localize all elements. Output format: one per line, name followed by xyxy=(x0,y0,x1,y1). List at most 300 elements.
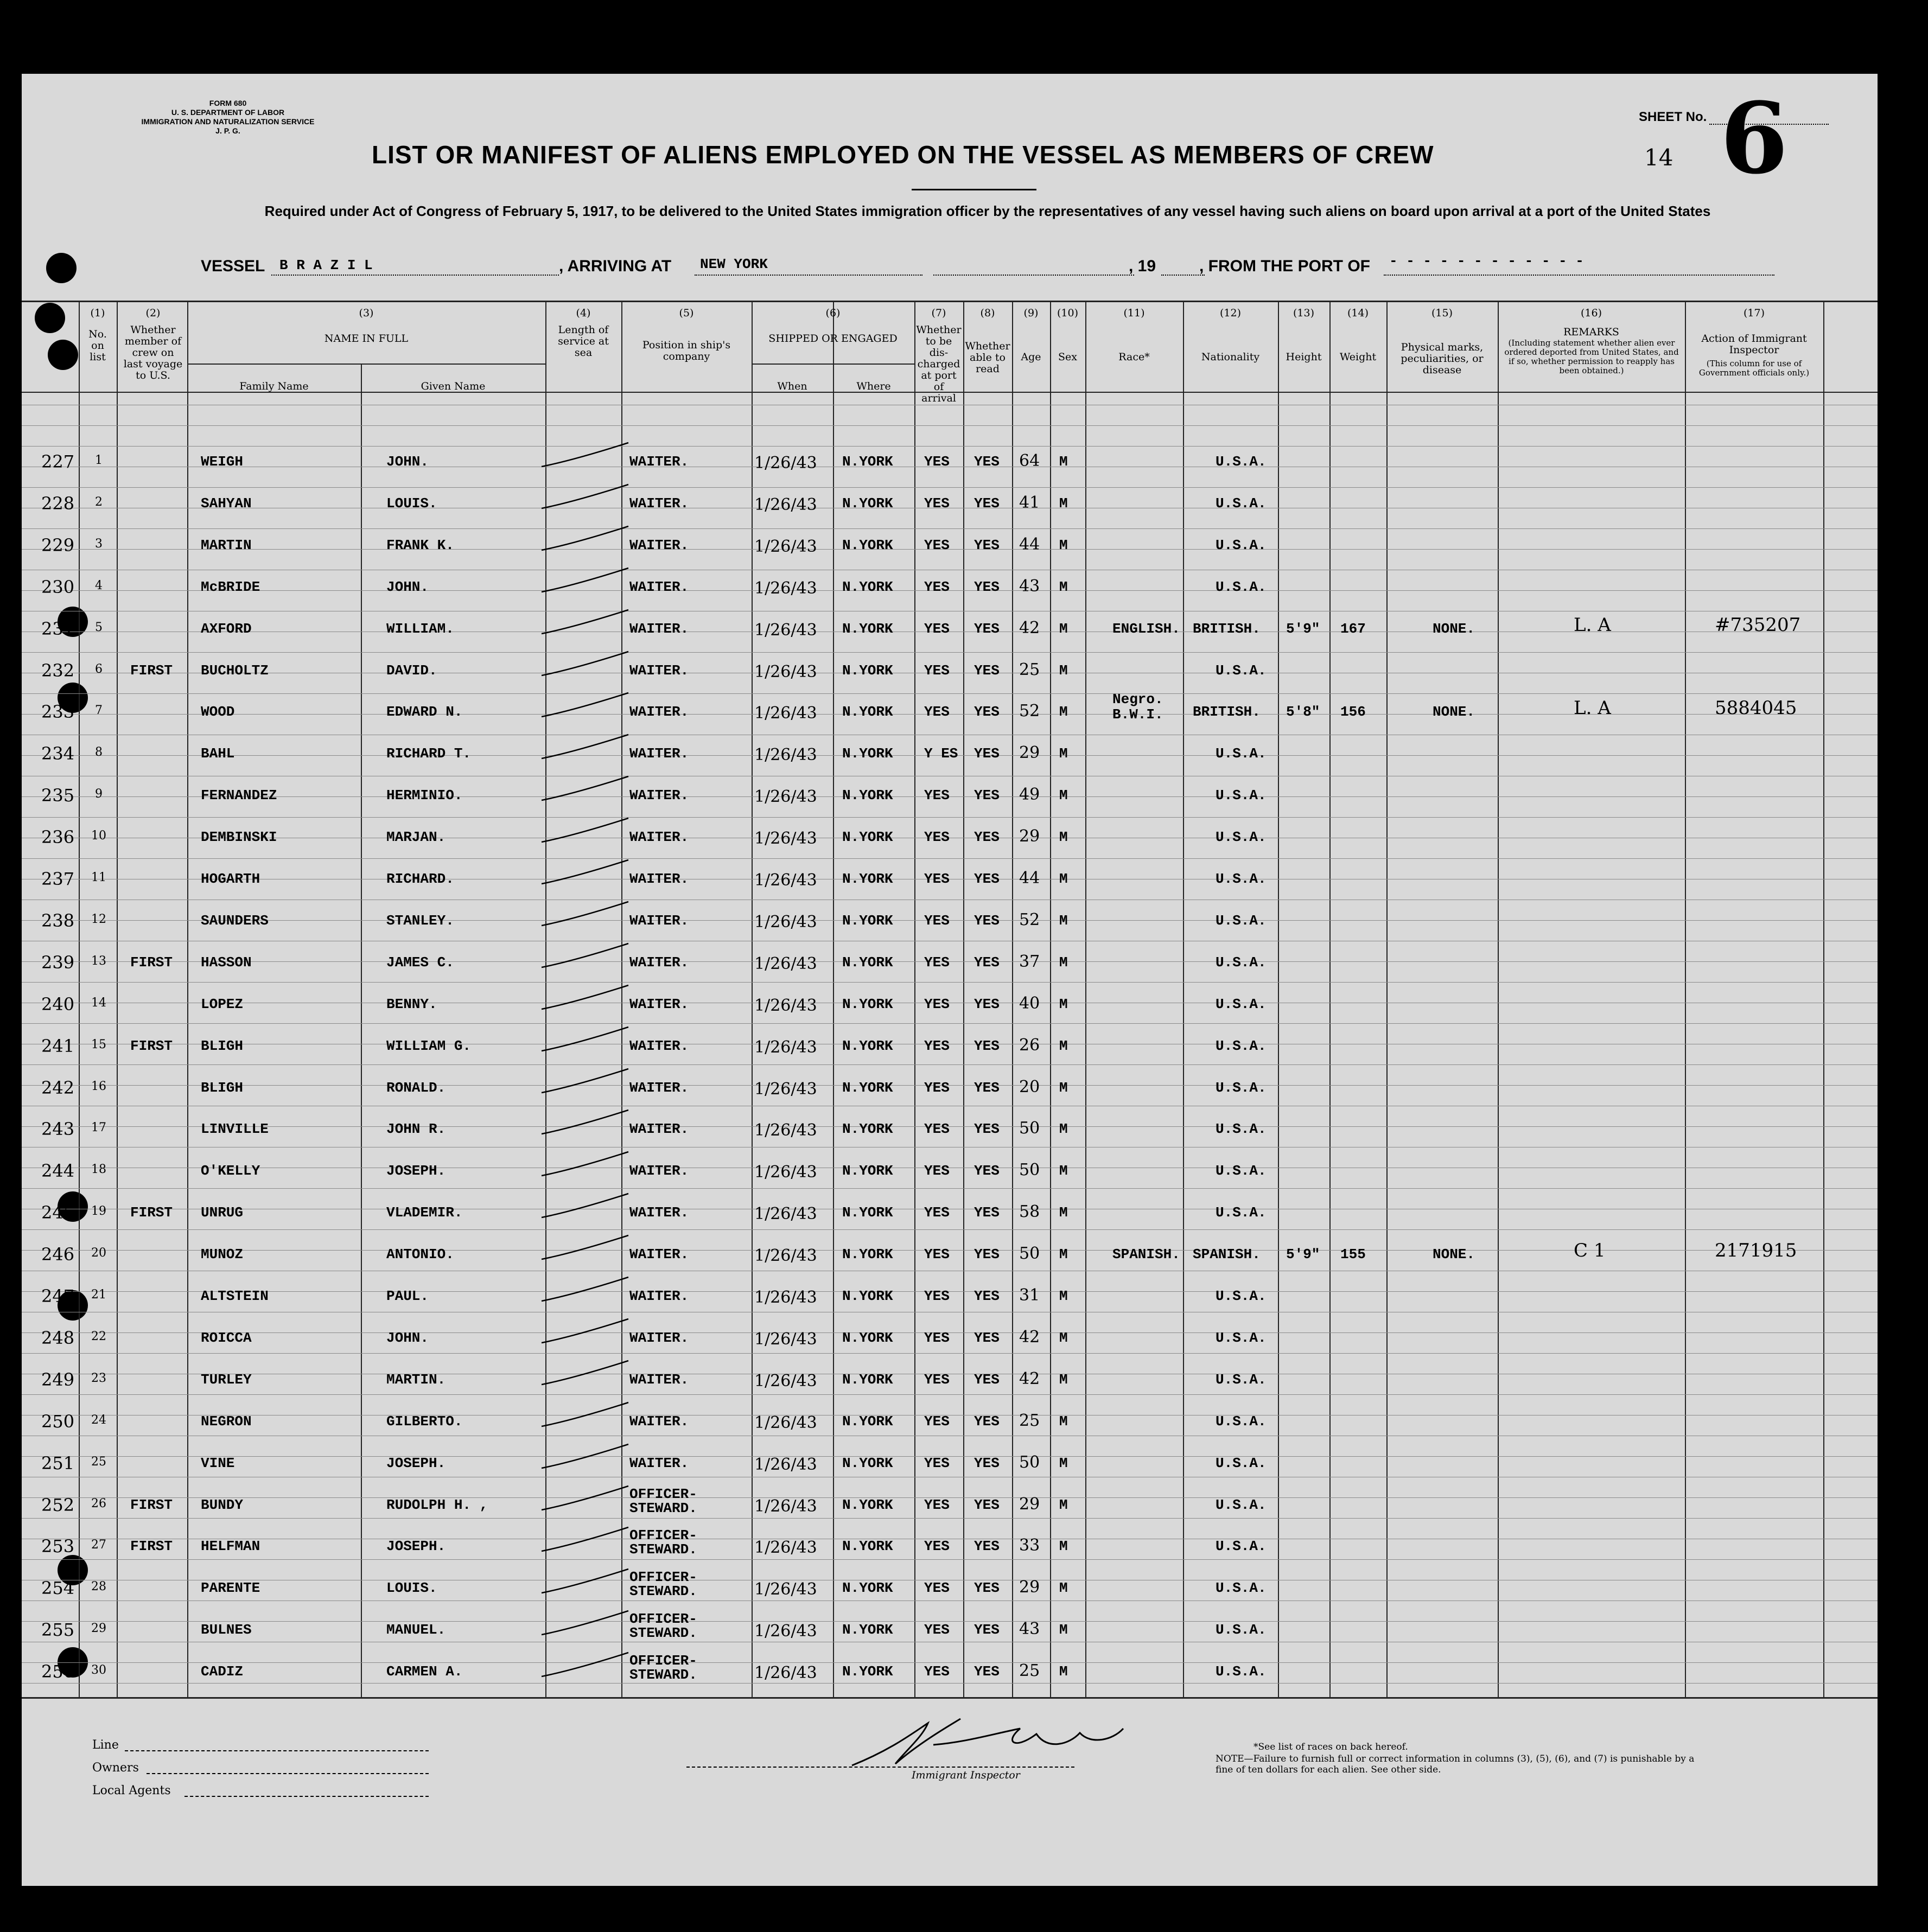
cell-given-name: WILLIAM. xyxy=(386,620,454,637)
row-number: 7 xyxy=(95,704,103,718)
cell-position: WAITER. xyxy=(629,578,689,595)
row-reference-number: 251 xyxy=(41,1452,75,1474)
cell-sex: M xyxy=(1059,1538,1068,1555)
cell-discharged: YES xyxy=(924,1329,950,1346)
colnum-11: (11) xyxy=(1123,307,1145,319)
cell-position: WAITER. xyxy=(629,704,689,720)
cell-physical: NONE. xyxy=(1433,1246,1475,1263)
cell-nationality: U.S.A. xyxy=(1216,1037,1267,1054)
service-check-mark xyxy=(536,439,634,472)
cell-able-read: YES xyxy=(974,1079,1000,1096)
cell-position: WAITER. xyxy=(629,1037,689,1054)
column-rule xyxy=(1183,301,1184,1698)
cell-where: N.YORK xyxy=(842,1163,893,1179)
cell-where: N.YORK xyxy=(842,662,893,679)
cell-when: 1/26/43 xyxy=(754,1663,817,1683)
cell-position: WAITER. xyxy=(629,495,689,512)
cell-when: 1/26/43 xyxy=(754,578,817,598)
cell-age: 29 xyxy=(1019,1578,1040,1597)
cell-when: 1/26/43 xyxy=(754,1329,817,1349)
service-check-mark xyxy=(536,1608,634,1640)
cell-family-name: ROICCA xyxy=(201,1329,252,1346)
cell-when: 1/26/43 xyxy=(754,745,817,765)
row-reference-number: 250 xyxy=(41,1411,75,1432)
cell-where: N.YORK xyxy=(842,578,893,595)
header-no-on-list: No. on list xyxy=(88,328,107,363)
cell-discharged: YES xyxy=(924,537,950,553)
cell-when: 1/26/43 xyxy=(754,1538,817,1558)
header-discharged: Whether to be dis-charged at port of arrival xyxy=(916,324,962,404)
cell-sex: M xyxy=(1059,1163,1068,1179)
cell-given-name: GILBERTO. xyxy=(386,1413,463,1430)
header-name-in-full: NAME IN FULL xyxy=(324,333,409,345)
row-reference-number: 253 xyxy=(41,1536,75,1557)
cell-when: 1/26/43 xyxy=(754,1246,817,1266)
cell-nationality: U.S.A. xyxy=(1216,745,1267,762)
service-check-mark xyxy=(536,523,634,556)
cell-age: 50 xyxy=(1019,1161,1040,1180)
column-rule xyxy=(1278,301,1279,1698)
service-check-mark xyxy=(536,1399,634,1432)
colnum-13: (13) xyxy=(1293,307,1314,319)
row-number: 16 xyxy=(91,1079,106,1093)
header-family-name: Family Name xyxy=(239,380,309,392)
line-label: Line xyxy=(92,1738,119,1752)
cell-position: WAITER. xyxy=(629,912,689,929)
header-where: Where xyxy=(856,380,891,392)
service-check-mark xyxy=(536,1357,634,1390)
cell-family-name: BAHL xyxy=(201,745,235,762)
cell-family-name: LOPEZ xyxy=(201,996,244,1012)
cell-discharged: YES xyxy=(924,1037,950,1054)
cell-position: WAITER. xyxy=(629,871,689,887)
cell-nationality: U.S.A. xyxy=(1216,1121,1267,1138)
cell-family-name: HASSON xyxy=(201,954,252,971)
cell-race: Negro. B.W.I. xyxy=(1112,691,1163,723)
cell-whether-member: FIRST xyxy=(130,1538,173,1555)
from-port-dots xyxy=(1384,275,1774,276)
from-port-label: , FROM THE PORT OF xyxy=(1199,257,1370,275)
cell-sex: M xyxy=(1059,537,1068,553)
service-check-mark xyxy=(536,731,634,764)
cell-position: OFFICER-STEWARD. xyxy=(629,1653,697,1684)
cell-able-read: YES xyxy=(974,1496,1000,1513)
cell-position: OFFICER-STEWARD. xyxy=(629,1485,697,1516)
department: U. S. DEPARTMENT OF LABOR xyxy=(171,108,285,117)
ledger-line xyxy=(22,1518,1878,1519)
cell-family-name: BUNDY xyxy=(201,1496,244,1513)
cell-able-read: YES xyxy=(974,1455,1000,1471)
column-rule xyxy=(914,301,915,1698)
row-number: 26 xyxy=(91,1496,106,1510)
cell-given-name: BENNY. xyxy=(386,996,437,1012)
cell-family-name: ALTSTEIN xyxy=(201,1288,269,1304)
row-number: 9 xyxy=(95,787,103,801)
cell-able-read: YES xyxy=(974,912,1000,929)
sheet-dots xyxy=(1709,124,1829,125)
cell-height: 5'8" xyxy=(1286,704,1320,720)
cell-when: 1/26/43 xyxy=(754,871,817,890)
manifest-page xyxy=(22,74,1878,1886)
row-reference-number: 239 xyxy=(41,952,75,973)
row-number: 4 xyxy=(95,578,103,592)
colnum-9: (9) xyxy=(1023,307,1039,319)
cell-family-name: FERNANDEZ xyxy=(201,787,277,804)
cell-given-name: EDWARD N. xyxy=(386,704,463,720)
row-reference-number: 236 xyxy=(41,827,75,848)
cell-whether-member: FIRST xyxy=(130,662,173,679)
cell-given-name: PAUL. xyxy=(386,1288,429,1304)
cell-age: 50 xyxy=(1019,1452,1040,1472)
row-number: 22 xyxy=(91,1329,106,1343)
cell-position: WAITER. xyxy=(629,1079,689,1096)
column-rule xyxy=(1085,301,1086,1698)
cell-discharged: YES xyxy=(924,1622,950,1638)
row-reference-number: 238 xyxy=(41,910,75,931)
ledger-line xyxy=(22,817,1878,818)
row-number: 1 xyxy=(95,454,103,467)
cell-age: 42 xyxy=(1019,1327,1040,1347)
row-number: 29 xyxy=(91,1622,106,1636)
cell-sex: M xyxy=(1059,829,1068,846)
cell-when: 1/26/43 xyxy=(754,662,817,681)
cell-age: 49 xyxy=(1019,785,1040,805)
cell-given-name: RONALD. xyxy=(386,1079,446,1096)
cell-where: N.YORK xyxy=(842,1371,893,1388)
cell-where: N.YORK xyxy=(842,1622,893,1638)
inspector-label: Immigrant Inspector xyxy=(912,1769,1020,1781)
cell-nationality: U.S.A. xyxy=(1216,1663,1267,1680)
cell-discharged: YES xyxy=(924,871,950,887)
cell-when: 1/26/43 xyxy=(754,1413,817,1432)
cell-when: 1/26/43 xyxy=(754,1455,817,1474)
cell-family-name: MUNOZ xyxy=(201,1246,244,1263)
header-remarks-title: REMARKS xyxy=(1563,326,1619,338)
header-position: Position in ship's company xyxy=(642,339,731,362)
cell-age: 25 xyxy=(1019,1661,1040,1681)
cell-position: WAITER. xyxy=(629,996,689,1012)
cell-sex: M xyxy=(1059,787,1068,804)
cell-discharged: YES xyxy=(924,954,950,971)
cell-nationality: U.S.A. xyxy=(1216,871,1267,887)
cell-nationality: U.S.A. xyxy=(1216,912,1267,929)
cell-when: 1/26/43 xyxy=(754,1163,817,1182)
cell-discharged: YES xyxy=(924,1580,950,1597)
cell-discharged: YES xyxy=(924,1288,950,1304)
cell-when: 1/26/43 xyxy=(754,537,817,556)
cell-when: 1/26/43 xyxy=(754,954,817,973)
cell-age: 42 xyxy=(1019,618,1040,637)
initials: J. P. G. xyxy=(215,126,240,135)
vessel-dots xyxy=(271,275,559,276)
cell-remarks: C 1 xyxy=(1574,1240,1606,1262)
cell-discharged: YES xyxy=(924,1079,950,1096)
ledger-line xyxy=(22,1662,1878,1663)
cell-position: WAITER. xyxy=(629,1163,689,1179)
cell-family-name: McBRIDE xyxy=(201,578,260,595)
cell-sex: M xyxy=(1059,1413,1068,1430)
cell-sex: M xyxy=(1059,996,1068,1012)
cell-nationality: U.S.A. xyxy=(1216,454,1267,470)
arriving-port: NEW YORK xyxy=(700,256,768,272)
cell-family-name: HOGARTH xyxy=(201,871,260,887)
cell-nationality: U.S.A. xyxy=(1216,1079,1267,1096)
cell-weight: 155 xyxy=(1340,1246,1366,1263)
cell-able-read: YES xyxy=(974,454,1000,470)
cell-nationality: U.S.A. xyxy=(1216,1163,1267,1179)
cell-family-name: PARENTE xyxy=(201,1580,260,1597)
row-reference-number: 237 xyxy=(41,869,75,889)
ledger-line xyxy=(22,1085,1878,1086)
cell-position: WAITER. xyxy=(629,662,689,679)
cell-where: N.YORK xyxy=(842,954,893,971)
cell-nationality: U.S.A. xyxy=(1216,537,1267,553)
agents-label: Local Agents xyxy=(92,1784,171,1797)
row-reference-number: 232 xyxy=(41,660,75,681)
cell-given-name: MARTIN. xyxy=(386,1371,446,1388)
ledger-line xyxy=(22,961,1878,962)
cell-where: N.YORK xyxy=(842,1204,893,1221)
cell-nationality: U.S.A. xyxy=(1216,578,1267,595)
ledger-line xyxy=(22,1126,1878,1127)
row-number: 13 xyxy=(91,954,106,968)
ledger-line xyxy=(22,796,1878,797)
column-rule xyxy=(187,301,188,1698)
cell-sex: M xyxy=(1059,578,1068,595)
cell-able-read: YES xyxy=(974,829,1000,846)
owners-blank xyxy=(147,1773,429,1774)
cell-family-name: UNRUG xyxy=(201,1204,244,1221)
cell-position: WAITER. xyxy=(629,745,689,762)
cell-where: N.YORK xyxy=(842,912,893,929)
row-number: 5 xyxy=(95,620,103,634)
column-rule xyxy=(1050,301,1051,1698)
cell-given-name: JOHN R. xyxy=(386,1121,446,1138)
cell-nationality: U.S.A. xyxy=(1216,996,1267,1012)
cell-given-name: MARJAN. xyxy=(386,829,446,846)
cell-weight: 167 xyxy=(1340,620,1366,637)
ledger-line xyxy=(22,693,1878,694)
ledger-line xyxy=(22,446,1878,447)
cell-where: N.YORK xyxy=(842,495,893,512)
row-reference-number: 241 xyxy=(41,1035,75,1056)
cell-age: 37 xyxy=(1019,952,1040,971)
name-subheader-rule xyxy=(187,364,545,365)
row-reference-number: 255 xyxy=(41,1619,75,1641)
cell-sex: M xyxy=(1059,1371,1068,1388)
sheet-handwritten: 14 xyxy=(1644,144,1674,171)
cell-where: N.YORK xyxy=(842,1037,893,1054)
cell-able-read: YES xyxy=(974,578,1000,595)
cell-position: WAITER. xyxy=(629,1246,689,1263)
cell-where: N.YORK xyxy=(842,745,893,762)
row-reference-number: 256 xyxy=(41,1661,75,1682)
cell-given-name: MANUEL. xyxy=(386,1622,446,1638)
cell-sex: M xyxy=(1059,704,1068,720)
cell-sex: M xyxy=(1059,1121,1068,1138)
cell-discharged: YES xyxy=(924,1246,950,1263)
colnum-5: (5) xyxy=(679,307,694,319)
ledger-line xyxy=(22,1394,1878,1395)
column-rule xyxy=(361,364,362,1698)
cell-nationality: SPANISH. xyxy=(1193,1246,1261,1263)
cell-position: OFFICER-STEWARD. xyxy=(629,1569,697,1600)
cell-age: 58 xyxy=(1019,1202,1040,1222)
cell-discharged: YES xyxy=(924,1204,950,1221)
cell-position: WAITER. xyxy=(629,1371,689,1388)
cell-given-name: WILLIAM G. xyxy=(386,1037,472,1054)
cell-when: 1/26/43 xyxy=(754,829,817,849)
cell-where: N.YORK xyxy=(842,1413,893,1430)
service-check-mark xyxy=(536,565,634,597)
column-rule xyxy=(79,301,80,1698)
cell-remarks: L. A xyxy=(1574,614,1611,636)
table-bottom-rule xyxy=(22,1697,1878,1699)
cell-given-name: JOHN. xyxy=(386,454,429,470)
colnum-2: (2) xyxy=(145,307,161,319)
service-check-mark xyxy=(536,940,634,973)
colnum-14: (14) xyxy=(1347,307,1369,319)
service-check-mark xyxy=(536,1649,634,1682)
row-number: 24 xyxy=(91,1413,106,1427)
row-reference-number: 254 xyxy=(41,1578,75,1599)
cell-family-name: MARTIN xyxy=(201,537,252,553)
service-check-mark xyxy=(536,648,634,681)
cell-nationality: U.S.A. xyxy=(1216,954,1267,971)
ledger-line xyxy=(22,1456,1878,1457)
cell-family-name: SAHYAN xyxy=(201,495,252,512)
header-age: Age xyxy=(1021,351,1041,363)
cell-given-name: HERMINIO. xyxy=(386,787,463,804)
header-nationality: Nationality xyxy=(1201,351,1260,363)
ledger-line xyxy=(22,425,1878,426)
cell-sex: M xyxy=(1059,1288,1068,1304)
cell-nationality: U.S.A. xyxy=(1216,1288,1267,1304)
cell-where: N.YORK xyxy=(842,1079,893,1096)
cell-able-read: YES xyxy=(974,1121,1000,1138)
service-check-mark xyxy=(536,1066,634,1098)
line-blank xyxy=(125,1750,429,1751)
cell-position: WAITER. xyxy=(629,1288,689,1304)
subtitle: Required under Act of Congress of February 5, 1917, to be delivered to the United States immigration officer by the representatives of any vessel having such aliens on board upon arrival at a port of the United States xyxy=(264,203,1711,219)
ledger-line xyxy=(22,982,1878,983)
cell-able-read: YES xyxy=(974,537,1000,553)
cell-nationality: U.S.A. xyxy=(1216,662,1267,679)
header-action-title: Action of Immigrant Inspector xyxy=(1701,333,1807,356)
service-check-mark xyxy=(536,857,634,889)
cell-discharged: YES xyxy=(924,1496,950,1513)
cell-position: WAITER. xyxy=(629,1455,689,1471)
year-dots xyxy=(1161,275,1205,276)
vessel-name: B R A Z I L xyxy=(279,257,373,273)
cell-given-name: RUDOLPH H. , xyxy=(386,1496,488,1513)
race-note: *See list of races on back hereof. xyxy=(1253,1742,1408,1752)
service-check-mark xyxy=(536,1232,634,1265)
cell-physical: NONE. xyxy=(1433,704,1475,720)
cell-discharged: YES xyxy=(924,662,950,679)
ledger-line xyxy=(22,1683,1878,1684)
cell-nationality: U.S.A. xyxy=(1216,1371,1267,1388)
service-check-mark xyxy=(536,690,634,722)
cell-discharged: YES xyxy=(924,1413,950,1430)
cell-given-name: JOSEPH. xyxy=(386,1455,446,1471)
row-reference-number: 249 xyxy=(41,1369,75,1390)
cell-discharged: YES xyxy=(924,1538,950,1555)
cell-sex: M xyxy=(1059,1455,1068,1471)
cell-family-name: BULNES xyxy=(201,1622,252,1638)
header-weight: Weight xyxy=(1339,351,1377,363)
row-reference-number: 240 xyxy=(41,993,75,1015)
cell-age: 40 xyxy=(1019,993,1040,1013)
cell-where: N.YORK xyxy=(842,1246,893,1263)
cell-where: N.YORK xyxy=(842,1580,893,1597)
cell-family-name: BLIGH xyxy=(201,1037,244,1054)
cell-given-name: DAVID. xyxy=(386,662,437,679)
cell-able-read: YES xyxy=(974,871,1000,887)
punch-hole xyxy=(35,303,65,333)
vessel-label: VESSEL xyxy=(201,257,265,275)
row-reference-number: 228 xyxy=(41,493,75,514)
column-rule xyxy=(117,301,118,1698)
row-number: 17 xyxy=(91,1121,106,1135)
cell-able-read: YES xyxy=(974,1371,1000,1388)
cell-able-read: YES xyxy=(974,745,1000,762)
cell-when: 1/26/43 xyxy=(754,1496,817,1516)
cell-given-name: FRANK K. xyxy=(386,537,454,553)
blank-dots xyxy=(933,275,1134,276)
cell-race: ENGLISH. xyxy=(1112,620,1180,637)
service-check-mark xyxy=(536,1024,634,1056)
row-reference-number: 235 xyxy=(41,785,75,806)
colnum-17: (17) xyxy=(1743,307,1765,319)
cell-sex: M xyxy=(1059,871,1068,887)
row-number: 30 xyxy=(91,1663,106,1678)
cell-age: 42 xyxy=(1019,1369,1040,1388)
cell-nationality: U.S.A. xyxy=(1216,1496,1267,1513)
cell-given-name: STANLEY. xyxy=(386,912,454,929)
cell-position: WAITER. xyxy=(629,829,689,846)
cell-when: 1/26/43 xyxy=(754,1288,817,1307)
cell-nationality: U.S.A. xyxy=(1216,1580,1267,1597)
cell-discharged: YES xyxy=(924,996,950,1012)
column-rule xyxy=(1329,301,1331,1698)
cell-given-name: JOSEPH. xyxy=(386,1538,446,1555)
row-reference-number: 233 xyxy=(41,702,75,723)
title-rule xyxy=(912,189,1036,190)
cell-sex: M xyxy=(1059,1663,1068,1680)
cell-position: WAITER. xyxy=(629,1204,689,1221)
cell-able-read: YES xyxy=(974,620,1000,637)
cell-able-read: YES xyxy=(974,1413,1000,1430)
inspector-signature xyxy=(841,1712,1145,1772)
colnum-7: (7) xyxy=(931,307,946,319)
cell-family-name: TURLEY xyxy=(201,1371,252,1388)
header-able-read: Whether able to read xyxy=(965,340,1010,375)
row-number: 18 xyxy=(91,1163,106,1177)
cell-nationality: U.S.A. xyxy=(1216,1329,1267,1346)
cell-whether-member: FIRST xyxy=(130,1496,173,1513)
cell-discharged: YES xyxy=(924,495,950,512)
service-check-mark xyxy=(536,1441,634,1474)
colnum-12: (12) xyxy=(1219,307,1241,319)
cell-when: 1/26/43 xyxy=(754,1121,817,1140)
cell-given-name: RICHARD. xyxy=(386,871,454,887)
header-race: Race* xyxy=(1118,351,1150,363)
cell-where: N.YORK xyxy=(842,620,893,637)
cell-nationality: U.S.A. xyxy=(1216,495,1267,512)
row-number: 12 xyxy=(91,912,106,926)
column-rule xyxy=(752,301,753,1698)
